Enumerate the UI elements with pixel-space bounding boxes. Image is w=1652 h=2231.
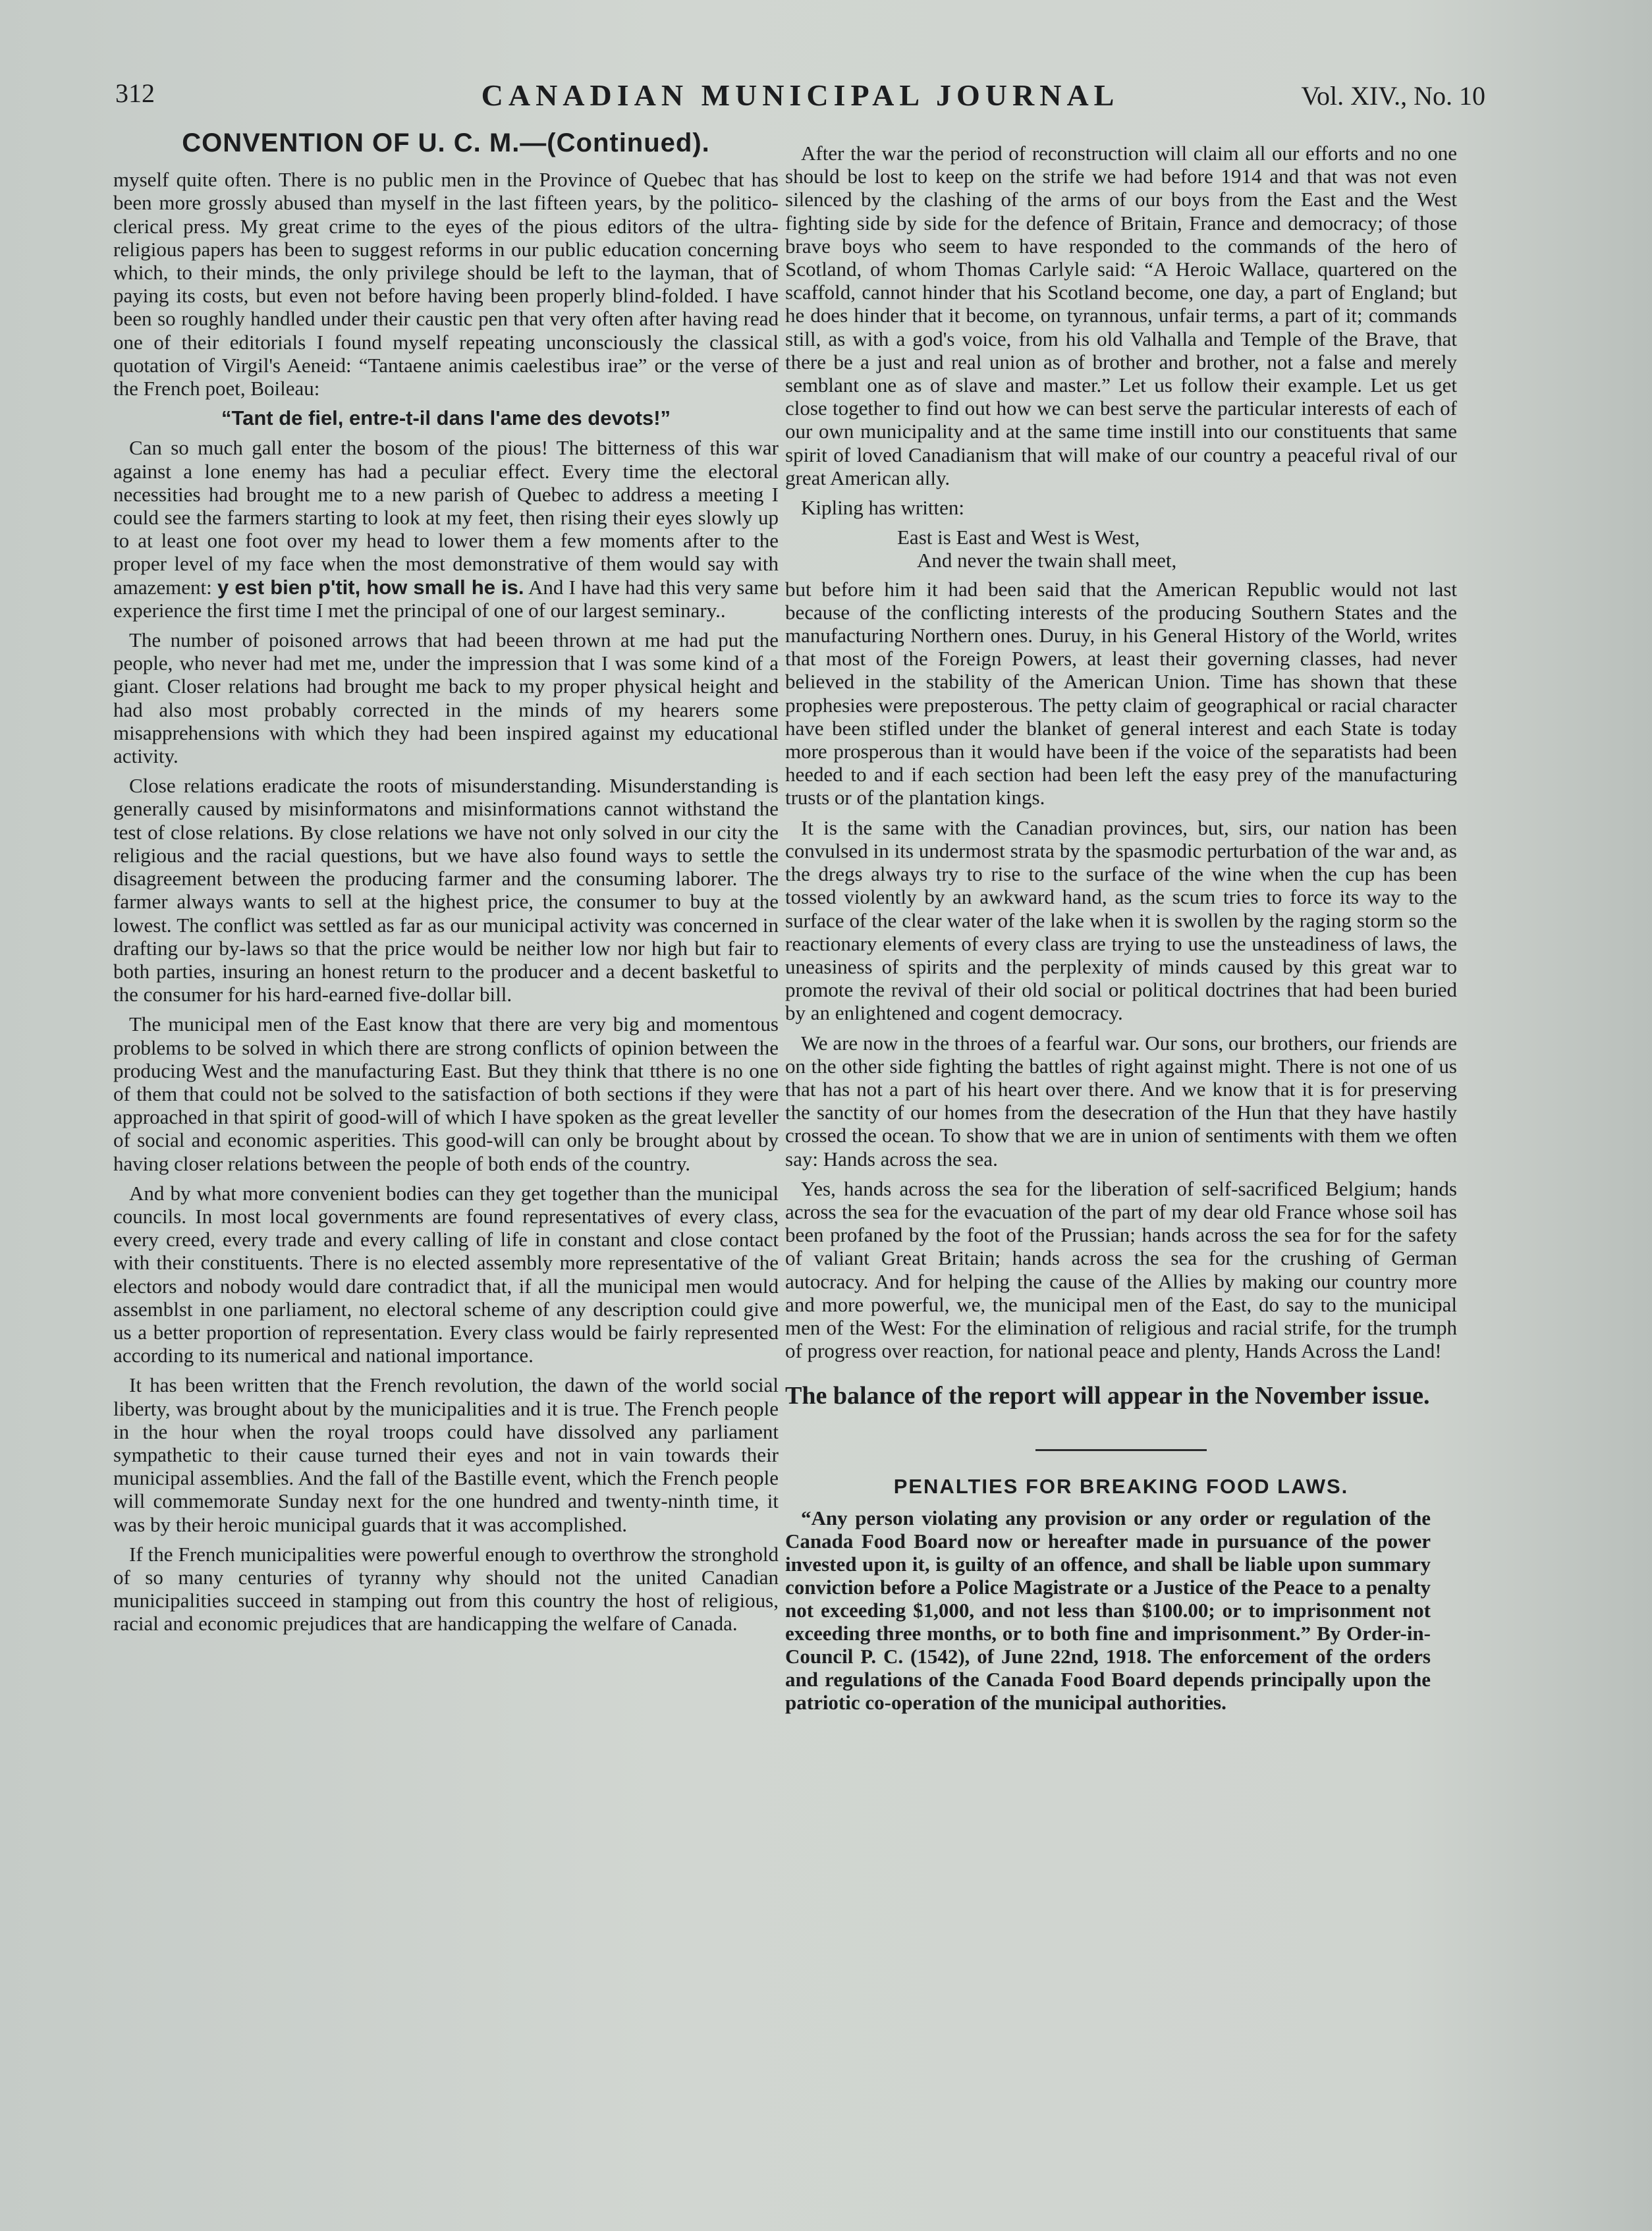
french-quote: “Tant de fiel, entre-t-il dans l'ame des devots!”	[221, 406, 671, 430]
page-header	[115, 78, 1485, 130]
right-column	[785, 142, 1457, 1721]
verse-line: East is East and West is West,	[897, 526, 1140, 549]
journal-title: CANADIAN MUNICIPAL JOURNAL	[481, 78, 1120, 112]
continuation-note: The balance of the report will appear in the November issue.	[785, 1382, 1430, 1410]
paragraph: We are now in the throes of a fearful war. Our sons, our brothers, our friends are on the other side fighting the battles of right against might. There is not one of us that has not a part of his heart over there. And we know that it is for preserving the sanctity of our homes from the desecration of the Hun that they have hastily crossed the ocean. To show that we are in union of sentiments with them we often say: Hands across the sea.	[785, 1031, 1457, 1171]
penalties-text: “Any person violating any provision or any order or regulation of the Canada Food Board now or hereafter made in pursuance of the power invested upon it, is guilty of an offence, and shall be liable upon summary conviction before a Police Magistrate or a Justice of the Peace to a penalty not exceeding $1,000, and not less than $100.00; or to imprisonment not exceeding three months, or to both fine and imprisonment.” By Order-in-Council P. C. (1542), of June 22nd, 1918. The enforcement of the orders and regulations of the Canada Food Board depends principally upon the patriotic co-operation of the municipal authorities.	[785, 1506, 1431, 1714]
french-exclamation: y est bien p'tit, how small he is.	[217, 575, 524, 599]
kipling-verse	[785, 526, 1457, 572]
paragraph: myself quite often. There is no public men in the Province of Quebec that has been more grossly abused than myself in the last fifteen years, by the politico-clerical press. My great crime to the eyes of the pious editors of the ultra-religious papers has been to suggest reforms in our public education concerning which, to their minds, the only privilege should be left to the layman, that of paying its costs, but even not before having been properly blind-folded. I have been so roughly handled under their caustic pen that very often after having read one of their editorials I found myself repeating unconsciously the classical quotation of Virgil's Aeneid: “Tantaene animis caelestibus irae” or the verse of the French poet, Boileau:	[113, 168, 779, 400]
paragraph: If the French municipalities were powerful enough to overthrow the stronghold of so many centuries of tyranny why should not the united Canadian municipalities succeed in stamping out from this country the host of religious, racial and economic prejudices that are handicapping the welfare of Canada.	[113, 1542, 779, 1636]
paragraph: Kipling has written:	[801, 496, 964, 520]
paragraph: The municipal men of the East know that there are very big and momentous problems to be solved in which there are strong conflicts of opinion between the producing West and the manufacturing East. But they think that tthere is no one of them that could not be solved to the satisfaction of both sections if they were approached in that spirit of good-will of which I have spoken as the great leveller of social and economic asperities. This good-will can only be brought about by having closer relations between the people of both ends of the country.	[113, 1012, 779, 1175]
article-heading: CONVENTION OF U. C. M.—(Continued).	[182, 128, 710, 157]
paragraph-text: And I have had this very same experience the first time I met the principal of one of our largest seminary..	[113, 575, 779, 622]
verse-line: And never the twain shall meet,	[917, 549, 1177, 572]
penalties-box	[785, 1506, 1457, 1714]
paragraph: It is the same with the Canadian provinces, but, sirs, our nation has been convulsed in its undermost strata by the spasmodic perturbation of the war and, as the dregs always try to rise to the surface of the wine when the cup has been tossed violently by an awkward hand, as the scum tries to force its way to the surface of the clear water of the lake when it is swollen by the raging storm so the reactionary elements of every class are trying to use the unsteadiness of laws, the uneasiness of spirits and the perplexity of minds caused by this great war to promote the revival of their old social or political doctrines that had been buried by an enlightened and cogent democracy.	[785, 815, 1457, 1025]
penalties-heading: PENALTIES FOR BREAKING FOOD LAWS.	[893, 1475, 1349, 1499]
paragraph: Yes, hands across the sea for the liberation of self-sacrificed Belgium; hands across the sea for the evacuation of the part of my dear old France whose soil has been profaned by the foot of the Prussian; hands across the sea for for the safety of valiant Great Britain; hands across the sea for the crushing of German autocracy. And for helping the cause of the Allies by making our country more and more powerful, we, the municipal men of the East, do say to the municipal men of the West: For the elimination of religious and racial strife, for the trumph of progress over reaction, for national peace and plenty, Hands Across the Land!	[785, 1176, 1457, 1363]
left-column	[113, 128, 779, 1642]
paragraph: Close relations eradicate the roots of misunderstanding. Misunderstanding is generally caused by misinformatons and misinformations cannot withstand the test of close relations. By close relations we have not only solved in our city the religious and the racial questions, but we have also found ways to settle the disagreement between the producing farmer and the consuming laborer. The farmer always wants to sell at the highest price, the consumer to buy at the lowest. The conflict was settled as far as our municipal activity was concerned in drafting our by-laws so that the price would be neither low nor high but fair to both parties, insuring an honest return to the producer and a decent basketful to the consumer for his hard-earned five-dollar bill.	[113, 774, 779, 1006]
paragraph: It has been written that the French revolution, the dawn of the world social liberty, was brought about by the municipalities and it is true. The French people in the hour when the royal troops could have dissolved any parliament sympathetic to their cause turned their eyes and not in vain towards their municipal assemblies. And the fall of the Bastille event, which the French people will commemorate Sunday next for the one hundred and twenty-ninth time, it was by their heroic municipal guards that it was accomplished.	[113, 1373, 779, 1536]
paragraph: The number of poisoned arrows that had beeen thrown at me had put the people, who never had met me, under the impression that I was some kind of a giant. Closer relations had brought me back to my proper physical height and had also most probably corrected in the minds of my hearers some misapprehensions with which they had been inspired against my educational activity.	[113, 628, 779, 768]
paragraph	[113, 436, 779, 622]
paragraph: but before him it had been said that the American Republic would not last because of the conflicting interests of the producing Southern States and the manufacturing Northern ones. Duruy, in his General History of the World, writes that most of the Foreign Powers, at least their governing classes, had never believed in the stability of the American Union. Time has shown that these prophesies were preposterous. The petty claim of geographical or racial character have been stifled under the blanket of general interest and each State is today more prosperous than it would have been if the voice of the separatists had been heeded to and if each section had been left the easy prey of the manufacturing trusts or of the plantation kings.	[785, 577, 1457, 810]
paragraph-text: Can so much gall enter the bosom of the pious! The bitterness of this war against a lone enemy has had a peculiar effect. Every time the electoral necessities had brought me to a new parish of Quebec to address a meeting I could see the farmers starting to look at my feet, then rising their eyes slowly up to at least one foot over my head to lower them a few moments after to the proper level of my face when the most demonstrative of them would say with amazement:	[113, 436, 779, 599]
paragraph: After the war the period of reconstruction will claim all our efforts and no one should be lost to keep on the strife we had before 1914 and that was not even silenced by the clashing of the arms of our boys from the East and the West fighting side by side for the defence of Britain, France and democracy; of those brave boys who seem to have responded to the commands of the hero of Scotland, of whom Thomas Carlyle said: “A Heroic Wallace, quartered on the scaffold, cannot hinder that his Scotland become, one day, a part of England; but he does hinder that it become, on tyrannous, unfair terms, a part of it; commands still, as with a god's voice, from his old Valhalla and Temple of the Brave, that there be a just and real union as of brother and brother, not a false and merely semblant one as of slave and master.” Let us follow their example. Let us get close together to find out how we can best serve the particular interests of each of our own municipality and at the same time instill into our constituents that same spirit of loved Canadianism that will make of our country a peaceful rival of our great American ally.	[785, 142, 1457, 489]
volume-number: Vol. XIV., No. 10	[1301, 81, 1485, 111]
section-divider	[1035, 1449, 1207, 1451]
page-number: 312	[115, 78, 155, 108]
paragraph: And by what more convenient bodies can they get together than the municipal councils. In most local governments are found representatives of every class, every creed, every trade and every calling of life in constant and close contact with their constituents. There is no elected assembly more representative of the electors and nobody would dare contradict that, if all the municipal men would assemblst in one parliament, no electoral scheme of any description could give us a better proportion of representation. Every class would be fairly represented according to its numerical and national importance.	[113, 1181, 779, 1367]
